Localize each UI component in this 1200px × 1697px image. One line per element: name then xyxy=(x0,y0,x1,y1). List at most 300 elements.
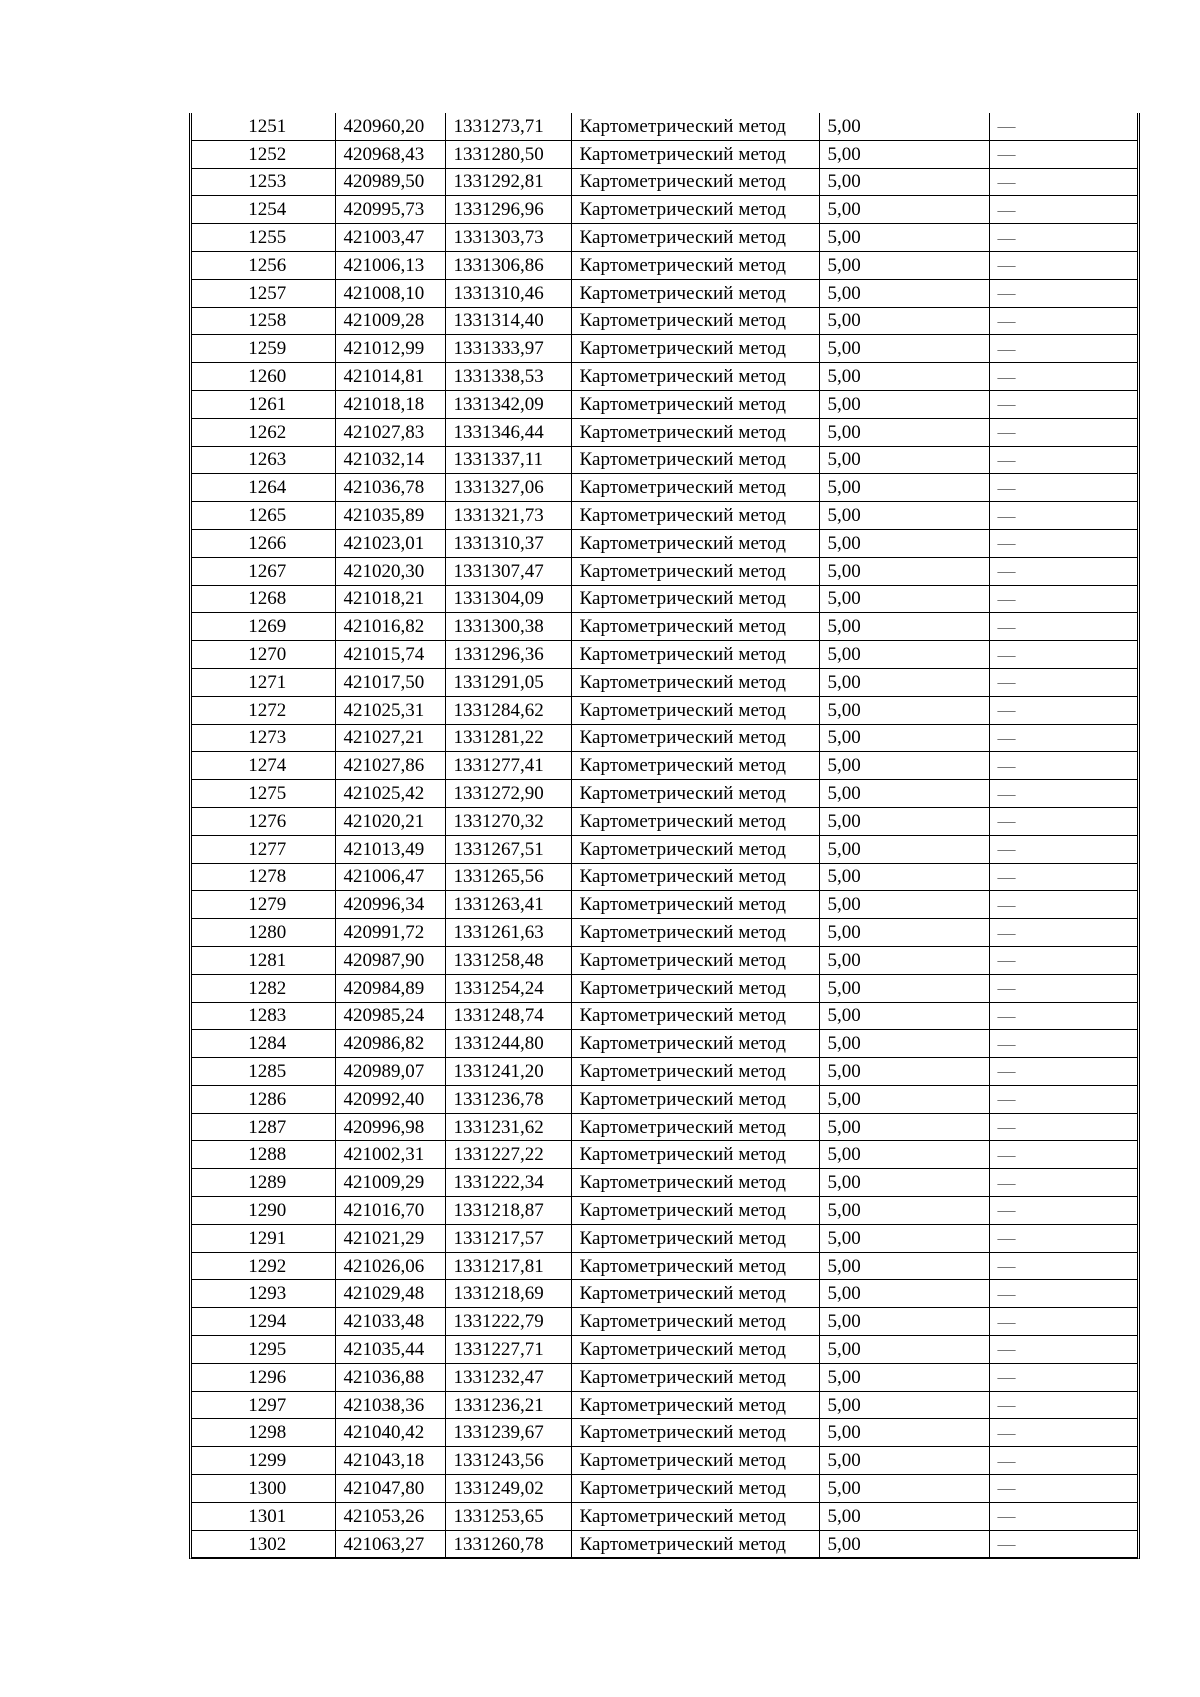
point-number-cell: 1267 xyxy=(192,557,335,585)
point-number-cell: 1295 xyxy=(192,1336,335,1364)
x-coordinate-cell: 421006,47 xyxy=(335,863,445,891)
x-coordinate-cell: 421021,29 xyxy=(335,1224,445,1252)
accuracy-cell: 5,00 xyxy=(819,168,989,196)
x-coordinate-cell: 421040,42 xyxy=(335,1419,445,1447)
method-cell: Картометрический метод xyxy=(571,641,819,669)
table-row xyxy=(192,1030,1137,1058)
accuracy-cell: 5,00 xyxy=(819,1280,989,1308)
accuracy-cell: 5,00 xyxy=(819,1113,989,1141)
description-cell: — xyxy=(989,1058,1137,1086)
description-cell: — xyxy=(989,891,1137,919)
point-number-cell: 1298 xyxy=(192,1419,335,1447)
y-coordinate-cell: 1331272,90 xyxy=(445,780,571,808)
accuracy-cell: 5,00 xyxy=(819,613,989,641)
point-number-cell: 1254 xyxy=(192,196,335,224)
x-coordinate-cell: 421018,18 xyxy=(335,390,445,418)
method-cell: Картометрический метод xyxy=(571,113,819,140)
description-cell: — xyxy=(989,613,1137,641)
method-cell: Картометрический метод xyxy=(571,1447,819,1475)
y-coordinate-cell: 1331260,78 xyxy=(445,1530,571,1558)
description-cell: — xyxy=(989,557,1137,585)
method-cell: Картометрический метод xyxy=(571,140,819,168)
x-coordinate-cell: 421032,14 xyxy=(335,446,445,474)
description-cell: — xyxy=(989,1280,1137,1308)
x-coordinate-cell: 421006,13 xyxy=(335,251,445,279)
table-row xyxy=(192,1475,1137,1503)
table-row xyxy=(192,390,1137,418)
x-coordinate-cell: 420968,43 xyxy=(335,140,445,168)
y-coordinate-cell: 1331303,73 xyxy=(445,224,571,252)
description-cell: — xyxy=(989,1141,1137,1169)
y-coordinate-cell: 1331291,05 xyxy=(445,668,571,696)
method-cell: Картометрический метод xyxy=(571,196,819,224)
accuracy-cell: 5,00 xyxy=(819,1224,989,1252)
x-coordinate-cell: 421029,48 xyxy=(335,1280,445,1308)
table-row xyxy=(192,613,1137,641)
accuracy-cell: 5,00 xyxy=(819,1308,989,1336)
method-cell: Картометрический метод xyxy=(571,1002,819,1030)
point-number-cell: 1286 xyxy=(192,1085,335,1113)
accuracy-cell: 5,00 xyxy=(819,1447,989,1475)
accuracy-cell: 5,00 xyxy=(819,251,989,279)
method-cell: Картометрический метод xyxy=(571,1030,819,1058)
method-cell: Картометрический метод xyxy=(571,1141,819,1169)
y-coordinate-cell: 1331217,57 xyxy=(445,1224,571,1252)
description-cell: — xyxy=(989,1336,1137,1364)
description-cell: — xyxy=(989,446,1137,474)
method-cell: Картометрический метод xyxy=(571,724,819,752)
x-coordinate-cell: 421025,42 xyxy=(335,780,445,808)
method-cell: Картометрический метод xyxy=(571,613,819,641)
method-cell: Картометрический метод xyxy=(571,1224,819,1252)
y-coordinate-cell: 1331280,50 xyxy=(445,140,571,168)
table-row xyxy=(192,1113,1137,1141)
table-row xyxy=(192,1252,1137,1280)
table-row xyxy=(192,196,1137,224)
table-row xyxy=(192,363,1137,391)
x-coordinate-cell: 421038,36 xyxy=(335,1391,445,1419)
x-coordinate-cell: 421053,26 xyxy=(335,1502,445,1530)
accuracy-cell: 5,00 xyxy=(819,1502,989,1530)
description-cell: — xyxy=(989,1363,1137,1391)
method-cell: Картометрический метод xyxy=(571,1113,819,1141)
description-cell: — xyxy=(989,585,1137,613)
accuracy-cell: 5,00 xyxy=(819,335,989,363)
accuracy-cell: 5,00 xyxy=(819,1058,989,1086)
accuracy-cell: 5,00 xyxy=(819,807,989,835)
accuracy-cell: 5,00 xyxy=(819,279,989,307)
description-cell: — xyxy=(989,279,1137,307)
x-coordinate-cell: 421043,18 xyxy=(335,1447,445,1475)
point-number-cell: 1290 xyxy=(192,1197,335,1225)
y-coordinate-cell: 1331296,96 xyxy=(445,196,571,224)
point-number-cell: 1288 xyxy=(192,1141,335,1169)
method-cell: Картометрический метод xyxy=(571,1363,819,1391)
y-coordinate-cell: 1331273,71 xyxy=(445,113,571,140)
description-cell: — xyxy=(989,1419,1137,1447)
x-coordinate-cell: 421036,88 xyxy=(335,1363,445,1391)
y-coordinate-cell: 1331265,56 xyxy=(445,863,571,891)
point-number-cell: 1258 xyxy=(192,307,335,335)
y-coordinate-cell: 1331231,62 xyxy=(445,1113,571,1141)
method-cell: Картометрический метод xyxy=(571,1419,819,1447)
x-coordinate-cell: 421026,06 xyxy=(335,1252,445,1280)
description-cell: — xyxy=(989,1502,1137,1530)
description-cell: — xyxy=(989,140,1137,168)
y-coordinate-cell: 1331346,44 xyxy=(445,418,571,446)
point-number-cell: 1271 xyxy=(192,668,335,696)
accuracy-cell: 5,00 xyxy=(819,363,989,391)
y-coordinate-cell: 1331333,97 xyxy=(445,335,571,363)
accuracy-cell: 5,00 xyxy=(819,1391,989,1419)
y-coordinate-cell: 1331277,41 xyxy=(445,752,571,780)
description-cell: — xyxy=(989,919,1137,947)
point-number-cell: 1264 xyxy=(192,474,335,502)
x-coordinate-cell: 421017,50 xyxy=(335,668,445,696)
method-cell: Картометрический метод xyxy=(571,696,819,724)
y-coordinate-cell: 1331342,09 xyxy=(445,390,571,418)
table-row xyxy=(192,502,1137,530)
y-coordinate-cell: 1331244,80 xyxy=(445,1030,571,1058)
accuracy-cell: 5,00 xyxy=(819,557,989,585)
description-cell: — xyxy=(989,196,1137,224)
description-cell: — xyxy=(989,168,1137,196)
x-coordinate-cell: 421009,29 xyxy=(335,1169,445,1197)
point-number-cell: 1287 xyxy=(192,1113,335,1141)
description-cell: — xyxy=(989,224,1137,252)
coordinates-table xyxy=(192,113,1137,1558)
table-row xyxy=(192,1419,1137,1447)
x-coordinate-cell: 421033,48 xyxy=(335,1308,445,1336)
accuracy-cell: 5,00 xyxy=(819,724,989,752)
table-row xyxy=(192,1058,1137,1086)
x-coordinate-cell: 420995,73 xyxy=(335,196,445,224)
accuracy-cell: 5,00 xyxy=(819,641,989,669)
x-coordinate-cell: 421063,27 xyxy=(335,1530,445,1558)
point-number-cell: 1268 xyxy=(192,585,335,613)
x-coordinate-cell: 421009,28 xyxy=(335,307,445,335)
accuracy-cell: 5,00 xyxy=(819,502,989,530)
x-coordinate-cell: 421015,74 xyxy=(335,641,445,669)
point-number-cell: 1259 xyxy=(192,335,335,363)
table-row xyxy=(192,780,1137,808)
point-number-cell: 1300 xyxy=(192,1475,335,1503)
method-cell: Картометрический метод xyxy=(571,1336,819,1364)
y-coordinate-cell: 1331254,24 xyxy=(445,974,571,1002)
method-cell: Картометрический метод xyxy=(571,224,819,252)
accuracy-cell: 5,00 xyxy=(819,196,989,224)
accuracy-cell: 5,00 xyxy=(819,418,989,446)
point-number-cell: 1262 xyxy=(192,418,335,446)
accuracy-cell: 5,00 xyxy=(819,390,989,418)
table-row xyxy=(192,668,1137,696)
y-coordinate-cell: 1331300,38 xyxy=(445,613,571,641)
table-row xyxy=(192,807,1137,835)
coordinates-table-frame xyxy=(189,113,1140,1559)
accuracy-cell: 5,00 xyxy=(819,474,989,502)
description-cell: — xyxy=(989,641,1137,669)
point-number-cell: 1301 xyxy=(192,1502,335,1530)
y-coordinate-cell: 1331218,69 xyxy=(445,1280,571,1308)
y-coordinate-cell: 1331253,65 xyxy=(445,1502,571,1530)
method-cell: Картометрический метод xyxy=(571,1475,819,1503)
table-row xyxy=(192,863,1137,891)
point-number-cell: 1257 xyxy=(192,279,335,307)
point-number-cell: 1251 xyxy=(192,113,335,140)
point-number-cell: 1299 xyxy=(192,1447,335,1475)
table-row xyxy=(192,557,1137,585)
table-row xyxy=(192,835,1137,863)
description-cell: — xyxy=(989,307,1137,335)
description-cell: — xyxy=(989,390,1137,418)
y-coordinate-cell: 1331314,40 xyxy=(445,307,571,335)
description-cell: — xyxy=(989,974,1137,1002)
x-coordinate-cell: 421027,21 xyxy=(335,724,445,752)
description-cell: — xyxy=(989,1085,1137,1113)
table-row xyxy=(192,140,1137,168)
description-cell: — xyxy=(989,1030,1137,1058)
method-cell: Картометрический метод xyxy=(571,807,819,835)
table-row xyxy=(192,752,1137,780)
method-cell: Картометрический метод xyxy=(571,1169,819,1197)
x-coordinate-cell: 420960,20 xyxy=(335,113,445,140)
accuracy-cell: 5,00 xyxy=(819,668,989,696)
x-coordinate-cell: 421035,44 xyxy=(335,1336,445,1364)
description-cell: — xyxy=(989,1224,1137,1252)
accuracy-cell: 5,00 xyxy=(819,1030,989,1058)
table-row xyxy=(192,474,1137,502)
point-number-cell: 1284 xyxy=(192,1030,335,1058)
y-coordinate-cell: 1331227,22 xyxy=(445,1141,571,1169)
description-cell: — xyxy=(989,1447,1137,1475)
y-coordinate-cell: 1331261,63 xyxy=(445,919,571,947)
table-row xyxy=(192,724,1137,752)
point-number-cell: 1277 xyxy=(192,835,335,863)
description-cell: — xyxy=(989,251,1137,279)
method-cell: Картометрический метод xyxy=(571,863,819,891)
method-cell: Картометрический метод xyxy=(571,502,819,530)
point-number-cell: 1269 xyxy=(192,613,335,641)
description-cell: — xyxy=(989,1252,1137,1280)
y-coordinate-cell: 1331310,37 xyxy=(445,529,571,557)
description-cell: — xyxy=(989,835,1137,863)
y-coordinate-cell: 1331222,79 xyxy=(445,1308,571,1336)
x-coordinate-cell: 421008,10 xyxy=(335,279,445,307)
description-cell: — xyxy=(989,1475,1137,1503)
table-row xyxy=(192,224,1137,252)
table-row xyxy=(192,307,1137,335)
y-coordinate-cell: 1331236,21 xyxy=(445,1391,571,1419)
table-row xyxy=(192,1502,1137,1530)
x-coordinate-cell: 421016,82 xyxy=(335,613,445,641)
x-coordinate-cell: 420986,82 xyxy=(335,1030,445,1058)
point-number-cell: 1270 xyxy=(192,641,335,669)
y-coordinate-cell: 1331306,86 xyxy=(445,251,571,279)
point-number-cell: 1281 xyxy=(192,946,335,974)
table-row xyxy=(192,1308,1137,1336)
method-cell: Картометрический метод xyxy=(571,919,819,947)
method-cell: Картометрический метод xyxy=(571,946,819,974)
accuracy-cell: 5,00 xyxy=(819,946,989,974)
accuracy-cell: 5,00 xyxy=(819,1197,989,1225)
x-coordinate-cell: 421035,89 xyxy=(335,502,445,530)
y-coordinate-cell: 1331307,47 xyxy=(445,557,571,585)
table-row xyxy=(192,1085,1137,1113)
point-number-cell: 1276 xyxy=(192,807,335,835)
x-coordinate-cell: 421036,78 xyxy=(335,474,445,502)
method-cell: Картометрический метод xyxy=(571,1502,819,1530)
accuracy-cell: 5,00 xyxy=(819,1085,989,1113)
point-number-cell: 1255 xyxy=(192,224,335,252)
description-cell: — xyxy=(989,1002,1137,1030)
point-number-cell: 1292 xyxy=(192,1252,335,1280)
accuracy-cell: 5,00 xyxy=(819,446,989,474)
method-cell: Картометрический метод xyxy=(571,1197,819,1225)
x-coordinate-cell: 421016,70 xyxy=(335,1197,445,1225)
point-number-cell: 1283 xyxy=(192,1002,335,1030)
point-number-cell: 1280 xyxy=(192,919,335,947)
y-coordinate-cell: 1331270,32 xyxy=(445,807,571,835)
method-cell: Картометрический метод xyxy=(571,363,819,391)
table-row xyxy=(192,251,1137,279)
method-cell: Картометрический метод xyxy=(571,1085,819,1113)
y-coordinate-cell: 1331241,20 xyxy=(445,1058,571,1086)
x-coordinate-cell: 420992,40 xyxy=(335,1085,445,1113)
y-coordinate-cell: 1331263,41 xyxy=(445,891,571,919)
y-coordinate-cell: 1331281,22 xyxy=(445,724,571,752)
method-cell: Картометрический метод xyxy=(571,1058,819,1086)
table-row xyxy=(192,974,1137,1002)
table-row xyxy=(192,919,1137,947)
table-row xyxy=(192,1363,1137,1391)
y-coordinate-cell: 1331249,02 xyxy=(445,1475,571,1503)
x-coordinate-cell: 421023,01 xyxy=(335,529,445,557)
method-cell: Картометрический метод xyxy=(571,668,819,696)
accuracy-cell: 5,00 xyxy=(819,752,989,780)
y-coordinate-cell: 1331338,53 xyxy=(445,363,571,391)
x-coordinate-cell: 421012,99 xyxy=(335,335,445,363)
table-row xyxy=(192,279,1137,307)
accuracy-cell: 5,00 xyxy=(819,1336,989,1364)
table-row xyxy=(192,696,1137,724)
description-cell: — xyxy=(989,335,1137,363)
y-coordinate-cell: 1331232,47 xyxy=(445,1363,571,1391)
y-coordinate-cell: 1331292,81 xyxy=(445,168,571,196)
table-row xyxy=(192,1530,1137,1558)
table-row xyxy=(192,1391,1137,1419)
point-number-cell: 1263 xyxy=(192,446,335,474)
method-cell: Картометрический метод xyxy=(571,474,819,502)
point-number-cell: 1282 xyxy=(192,974,335,1002)
point-number-cell: 1278 xyxy=(192,863,335,891)
x-coordinate-cell: 420991,72 xyxy=(335,919,445,947)
method-cell: Картометрический метод xyxy=(571,752,819,780)
table-row xyxy=(192,1224,1137,1252)
description-cell: — xyxy=(989,1197,1137,1225)
point-number-cell: 1294 xyxy=(192,1308,335,1336)
description-cell: — xyxy=(989,1113,1137,1141)
y-coordinate-cell: 1331222,34 xyxy=(445,1169,571,1197)
description-cell: — xyxy=(989,1391,1137,1419)
y-coordinate-cell: 1331327,06 xyxy=(445,474,571,502)
table-row xyxy=(192,418,1137,446)
accuracy-cell: 5,00 xyxy=(819,696,989,724)
y-coordinate-cell: 1331284,62 xyxy=(445,696,571,724)
accuracy-cell: 5,00 xyxy=(819,585,989,613)
method-cell: Картометрический метод xyxy=(571,557,819,585)
table-row xyxy=(192,1280,1137,1308)
method-cell: Картометрический метод xyxy=(571,279,819,307)
point-number-cell: 1275 xyxy=(192,780,335,808)
table-row xyxy=(192,1002,1137,1030)
method-cell: Картометрический метод xyxy=(571,307,819,335)
description-cell: — xyxy=(989,696,1137,724)
method-cell: Картометрический метод xyxy=(571,780,819,808)
description-cell: — xyxy=(989,752,1137,780)
table-row xyxy=(192,529,1137,557)
table-row xyxy=(192,1169,1137,1197)
y-coordinate-cell: 1331267,51 xyxy=(445,835,571,863)
point-number-cell: 1302 xyxy=(192,1530,335,1558)
description-cell: — xyxy=(989,668,1137,696)
table-row xyxy=(192,1141,1137,1169)
method-cell: Картометрический метод xyxy=(571,835,819,863)
accuracy-cell: 5,00 xyxy=(819,1141,989,1169)
accuracy-cell: 5,00 xyxy=(819,113,989,140)
y-coordinate-cell: 1331304,09 xyxy=(445,585,571,613)
y-coordinate-cell: 1331337,11 xyxy=(445,446,571,474)
point-number-cell: 1289 xyxy=(192,1169,335,1197)
x-coordinate-cell: 421020,21 xyxy=(335,807,445,835)
point-number-cell: 1266 xyxy=(192,529,335,557)
x-coordinate-cell: 420996,34 xyxy=(335,891,445,919)
method-cell: Картометрический метод xyxy=(571,1530,819,1558)
y-coordinate-cell: 1331310,46 xyxy=(445,279,571,307)
table-row xyxy=(192,891,1137,919)
accuracy-cell: 5,00 xyxy=(819,1363,989,1391)
point-number-cell: 1272 xyxy=(192,696,335,724)
point-number-cell: 1291 xyxy=(192,1224,335,1252)
accuracy-cell: 5,00 xyxy=(819,224,989,252)
description-cell: — xyxy=(989,502,1137,530)
x-coordinate-cell: 421002,31 xyxy=(335,1141,445,1169)
point-number-cell: 1261 xyxy=(192,390,335,418)
table-row xyxy=(192,168,1137,196)
description-cell: — xyxy=(989,418,1137,446)
method-cell: Картометрический метод xyxy=(571,1308,819,1336)
point-number-cell: 1274 xyxy=(192,752,335,780)
method-cell: Картометрический метод xyxy=(571,1391,819,1419)
method-cell: Картометрический метод xyxy=(571,529,819,557)
accuracy-cell: 5,00 xyxy=(819,974,989,1002)
accuracy-cell: 5,00 xyxy=(819,140,989,168)
point-number-cell: 1293 xyxy=(192,1280,335,1308)
accuracy-cell: 5,00 xyxy=(819,1475,989,1503)
point-number-cell: 1265 xyxy=(192,502,335,530)
table-row xyxy=(192,446,1137,474)
accuracy-cell: 5,00 xyxy=(819,529,989,557)
description-cell: — xyxy=(989,780,1137,808)
point-number-cell: 1273 xyxy=(192,724,335,752)
point-number-cell: 1279 xyxy=(192,891,335,919)
method-cell: Картометрический метод xyxy=(571,418,819,446)
y-coordinate-cell: 1331217,81 xyxy=(445,1252,571,1280)
x-coordinate-cell: 421027,83 xyxy=(335,418,445,446)
description-cell: — xyxy=(989,863,1137,891)
x-coordinate-cell: 420989,07 xyxy=(335,1058,445,1086)
accuracy-cell: 5,00 xyxy=(819,919,989,947)
accuracy-cell: 5,00 xyxy=(819,780,989,808)
